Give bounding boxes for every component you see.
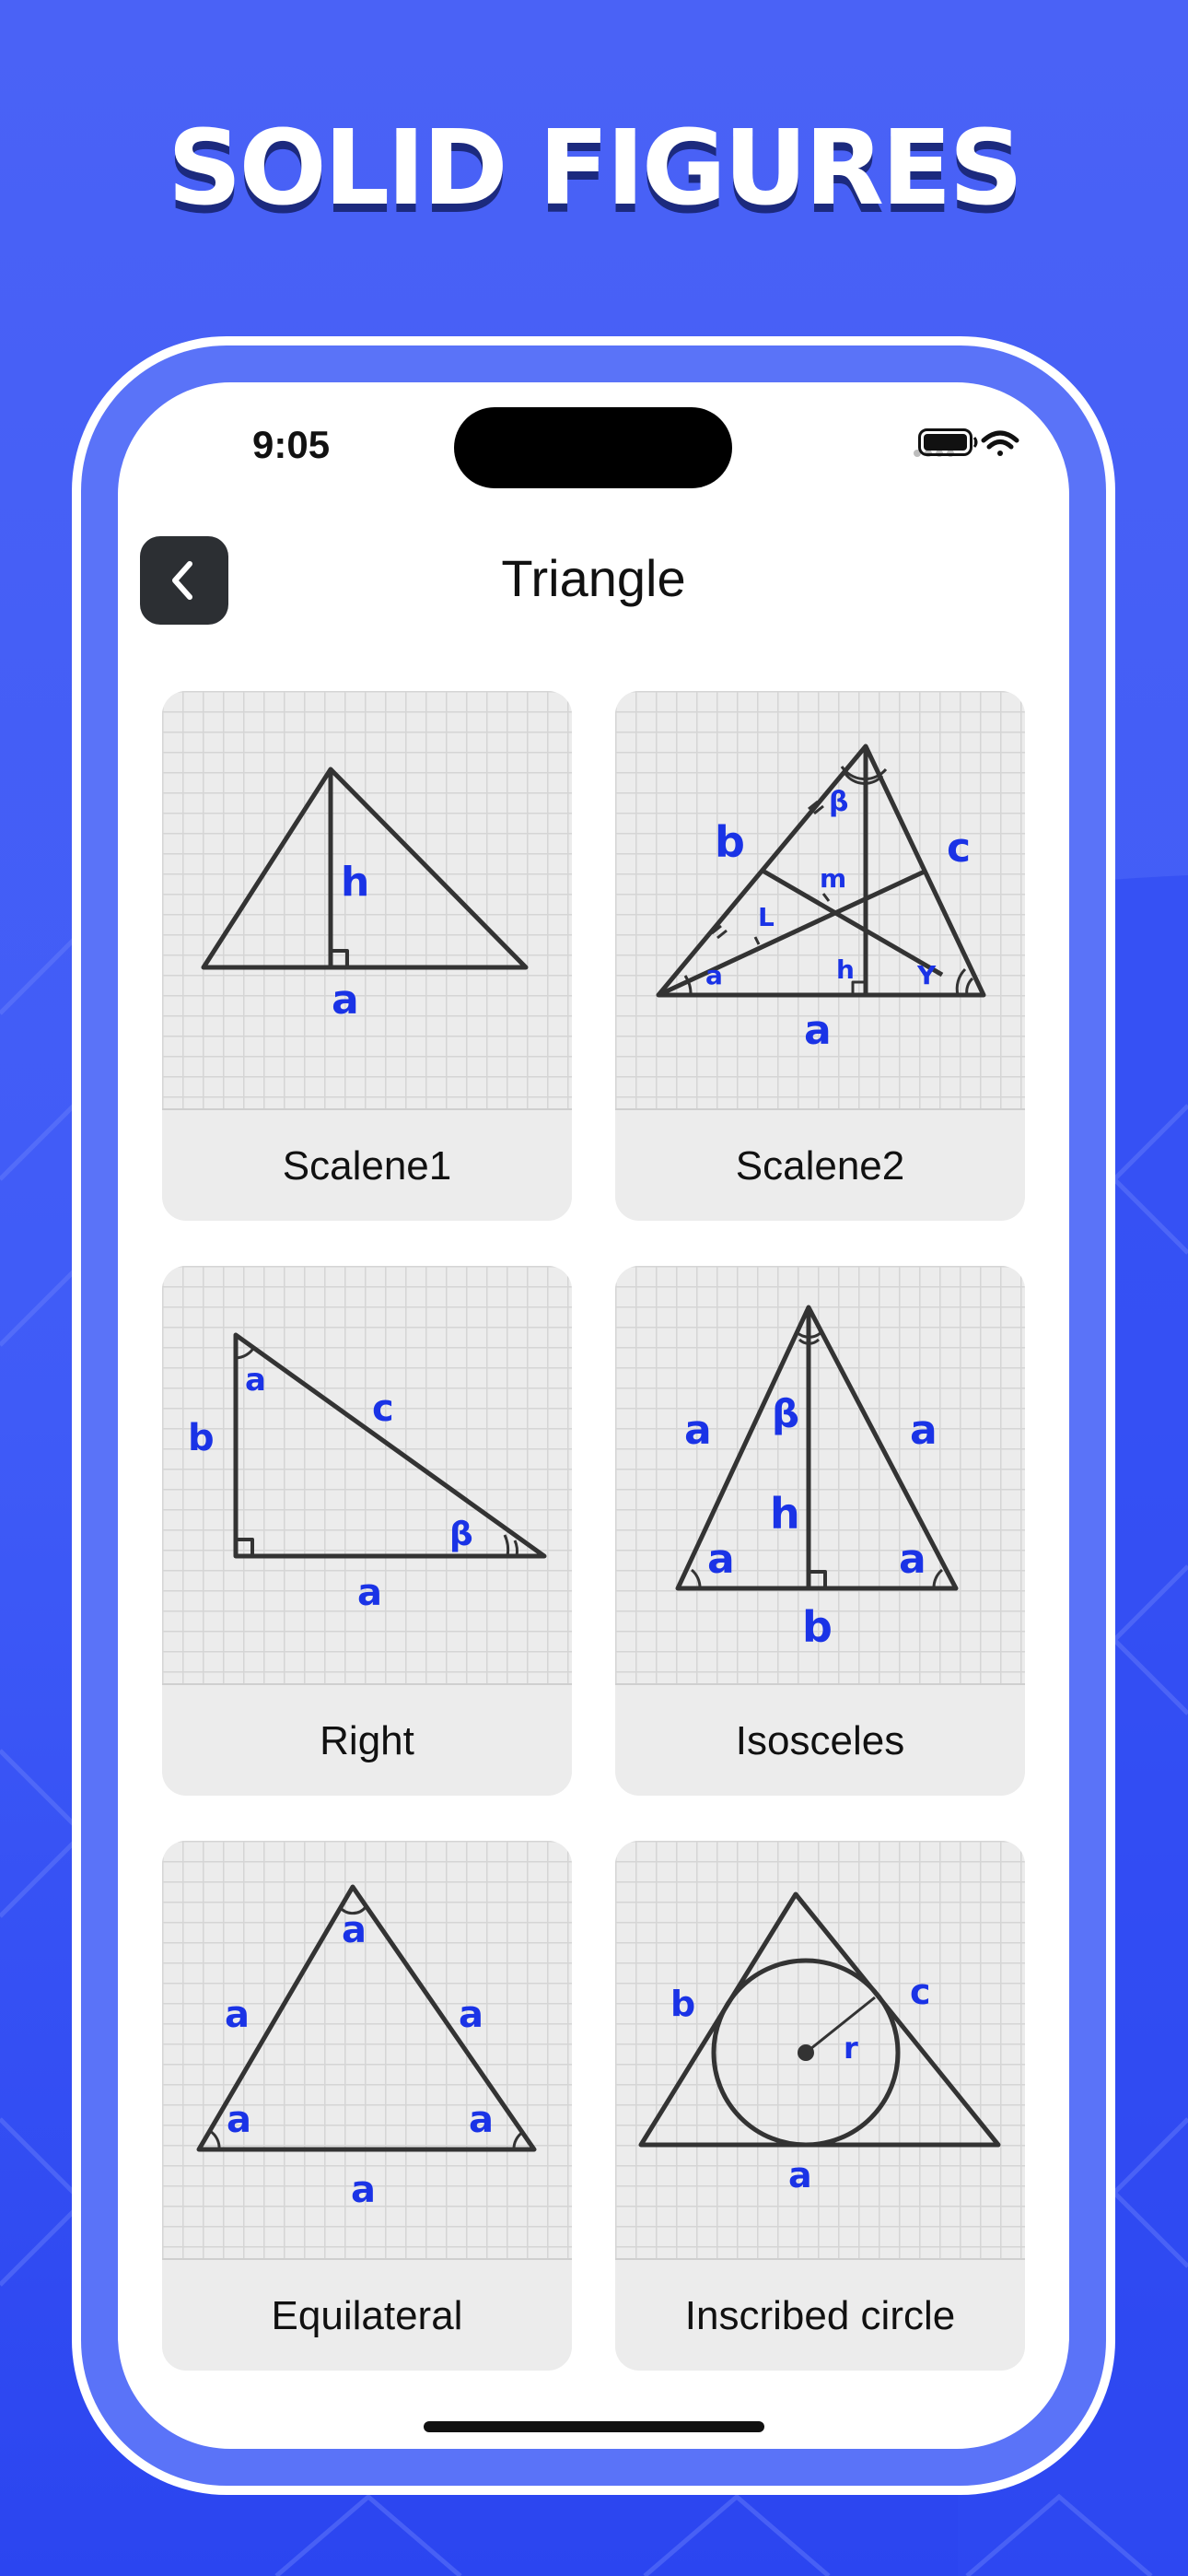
home-indicator[interactable] (424, 2421, 764, 2432)
figure-label: L (758, 902, 775, 932)
figure-label: b (802, 1602, 833, 1652)
figure-label: a (707, 1536, 735, 1583)
figure-label: a (705, 960, 723, 990)
figure-label: β (449, 1516, 473, 1553)
figure-label: a (357, 1572, 382, 1614)
card-label: Equilateral (271, 2293, 463, 2338)
figure-label: a (804, 1007, 832, 1054)
headline: SOLID FIGURES (167, 109, 1021, 228)
card-label: Right (320, 1718, 414, 1763)
figure-label: a (788, 2155, 812, 2195)
figure-label: a (351, 2169, 376, 2211)
status-icons (792, 425, 1024, 462)
figure-label: a (684, 1407, 712, 1454)
figure-label: h (836, 954, 855, 985)
equilateral-triangle-diagram (162, 1841, 572, 2260)
card-label: Inscribed circle (684, 2293, 956, 2338)
right-triangle-diagram (162, 1266, 572, 1685)
figure-label: c (372, 1388, 394, 1430)
inscribed-circle-diagram (615, 1841, 1025, 2260)
figure-label: a (332, 977, 359, 1024)
figure-label: c (910, 1972, 931, 2012)
status-time: 9:05 (252, 423, 331, 466)
figure-label: β (772, 1391, 800, 1436)
battery-icon (918, 428, 979, 456)
figure-label: a (245, 1362, 266, 1399)
figure-card-equilateral[interactable] (162, 1841, 572, 2371)
figure-label: m (820, 863, 847, 894)
scalene-triangle-detailed-diagram (615, 691, 1025, 1110)
figure-label: a (459, 1994, 483, 2036)
wifi-icon (984, 433, 1017, 456)
figure-label: b (188, 1417, 215, 1459)
figure-label: r (844, 2031, 858, 2066)
scalene-triangle-diagram (162, 691, 572, 1110)
figure-label: h (341, 859, 370, 906)
figure-label: a (342, 1909, 367, 1951)
isosceles-triangle-diagram (615, 1266, 1025, 1685)
figure-card-right[interactable] (162, 1266, 572, 1796)
figure-card-inscribed-circle[interactable] (615, 1841, 1025, 2371)
phone-screen (118, 382, 1069, 2449)
figure-card-scalene2[interactable] (615, 691, 1025, 1221)
figure-label: a (899, 1536, 926, 1583)
figure-label: Y (917, 960, 937, 990)
figure-label: a (227, 2099, 251, 2141)
figure-label: a (910, 1407, 938, 1454)
circle-center-dot (798, 2044, 814, 2061)
card-label: Isosceles (735, 1718, 905, 1763)
figure-label: a (225, 1994, 250, 2036)
figure-label: β (829, 786, 849, 818)
figure-label: h (770, 1489, 800, 1539)
figure-label: a (469, 2099, 494, 2141)
figure-card-scalene1[interactable] (162, 691, 572, 1221)
page-title: Triangle (501, 549, 686, 607)
dynamic-island (454, 407, 732, 488)
figure-label: b (715, 817, 745, 867)
card-label: Scalene2 (735, 1143, 905, 1188)
figure-label: c (947, 825, 972, 872)
card-label: Scalene1 (282, 1143, 452, 1188)
figure-label: b (670, 1984, 696, 2024)
figure-card-isosceles[interactable] (615, 1266, 1025, 1796)
